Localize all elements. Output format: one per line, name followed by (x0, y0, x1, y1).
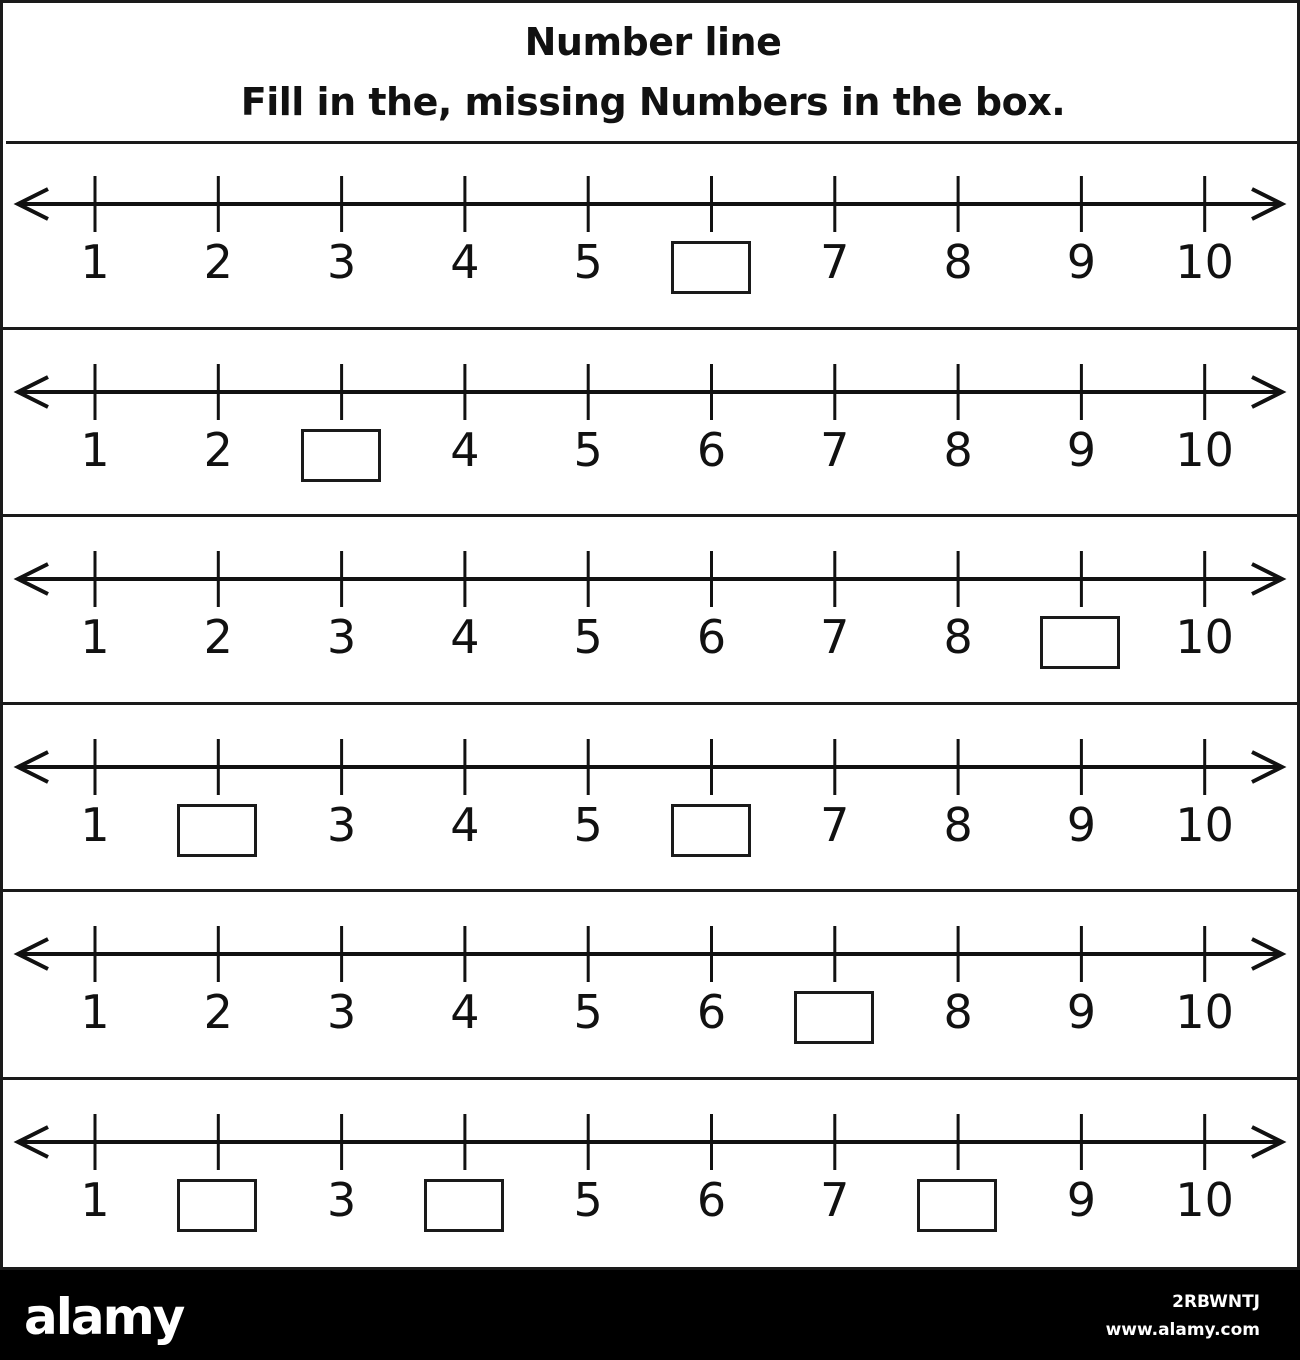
tick-label: 4 (450, 422, 480, 477)
tick-label: 9 (1066, 1172, 1097, 1227)
tick-label: 9 (1066, 235, 1097, 289)
worksheet-title: Number line (524, 20, 782, 64)
site-url[interactable]: www.alamy.com (1105, 1320, 1260, 1340)
tick-label: 5 (573, 422, 603, 477)
tick-label: 10 (1175, 797, 1234, 852)
tick-label: 10 (1175, 985, 1234, 1039)
tick-label: 5 (573, 610, 603, 664)
tick-label: 1 (80, 1172, 110, 1227)
tick-label: 3 (326, 610, 357, 664)
tick-label: 8 (943, 985, 973, 1039)
tick-label: 2 (203, 985, 233, 1039)
answer-box[interactable] (1040, 616, 1120, 669)
tick-label: 8 (943, 610, 973, 664)
tick-label: 3 (326, 235, 357, 289)
number-line-axis (0, 362, 1300, 422)
tick-label: 1 (80, 985, 110, 1039)
tick-label: 1 (80, 422, 110, 477)
tick-label: 6 (696, 422, 727, 477)
row-separator (3, 327, 1297, 330)
tick-label: 4 (450, 235, 480, 289)
tick-label: 7 (820, 797, 850, 852)
brand-logo[interactable]: alamy (24, 1288, 184, 1346)
tick-label: 6 (696, 985, 727, 1039)
tick-label: 7 (820, 422, 850, 477)
tick-label: 8 (943, 235, 973, 289)
tick-label: 5 (573, 797, 603, 852)
answer-box[interactable] (671, 241, 751, 294)
tick-label: 7 (820, 235, 850, 289)
tick-label: 9 (1066, 985, 1097, 1039)
tick-label: 1 (80, 797, 110, 852)
row-separator (3, 702, 1297, 705)
tick-label: 4 (450, 985, 480, 1039)
tick-label: 5 (573, 985, 603, 1039)
number-line-axis (0, 174, 1300, 234)
number-line-axis (0, 1112, 1300, 1172)
row-separator (3, 889, 1297, 892)
tick-label: 6 (696, 610, 727, 664)
row-separator (3, 514, 1297, 517)
number-line-axis (0, 549, 1300, 609)
answer-box[interactable] (177, 1179, 257, 1232)
tick-label: 8 (943, 422, 973, 477)
tick-label: 2 (203, 610, 233, 664)
tick-label: 9 (1066, 797, 1097, 852)
answer-box[interactable] (424, 1179, 504, 1232)
tick-label: 10 (1175, 422, 1234, 477)
tick-label: 5 (573, 235, 603, 289)
tick-label: 8 (943, 797, 973, 852)
answer-box[interactable] (917, 1179, 997, 1232)
tick-label: 5 (573, 1172, 603, 1227)
tick-label: 10 (1175, 610, 1234, 664)
image-id: 2RBWNTJ (1172, 1292, 1260, 1312)
tick-label: 1 (80, 235, 110, 289)
answer-box[interactable] (671, 804, 751, 857)
tick-label: 2 (203, 235, 233, 289)
tick-label: 1 (80, 610, 110, 664)
footer-bar (0, 1270, 1300, 1360)
tick-label: 6 (696, 1172, 727, 1227)
answer-box[interactable] (301, 429, 381, 482)
answer-box[interactable] (177, 804, 257, 857)
tick-label: 3 (326, 985, 357, 1039)
number-line-axis (0, 737, 1300, 797)
tick-label: 10 (1175, 235, 1234, 289)
tick-label: 7 (820, 1172, 850, 1227)
tick-label: 7 (820, 610, 850, 664)
tick-label: 3 (326, 1172, 357, 1227)
tick-label: 3 (326, 797, 357, 852)
answer-box[interactable] (794, 991, 874, 1044)
number-line-axis (0, 924, 1300, 984)
tick-label: 10 (1175, 1172, 1234, 1227)
tick-label: 2 (203, 422, 233, 477)
worksheet-instruction: Fill in the, missing Numbers in the box. (240, 80, 1066, 124)
tick-label: 4 (450, 797, 480, 852)
tick-label: 4 (450, 610, 480, 664)
tick-label: 9 (1066, 422, 1097, 477)
row-separator (3, 1077, 1297, 1080)
